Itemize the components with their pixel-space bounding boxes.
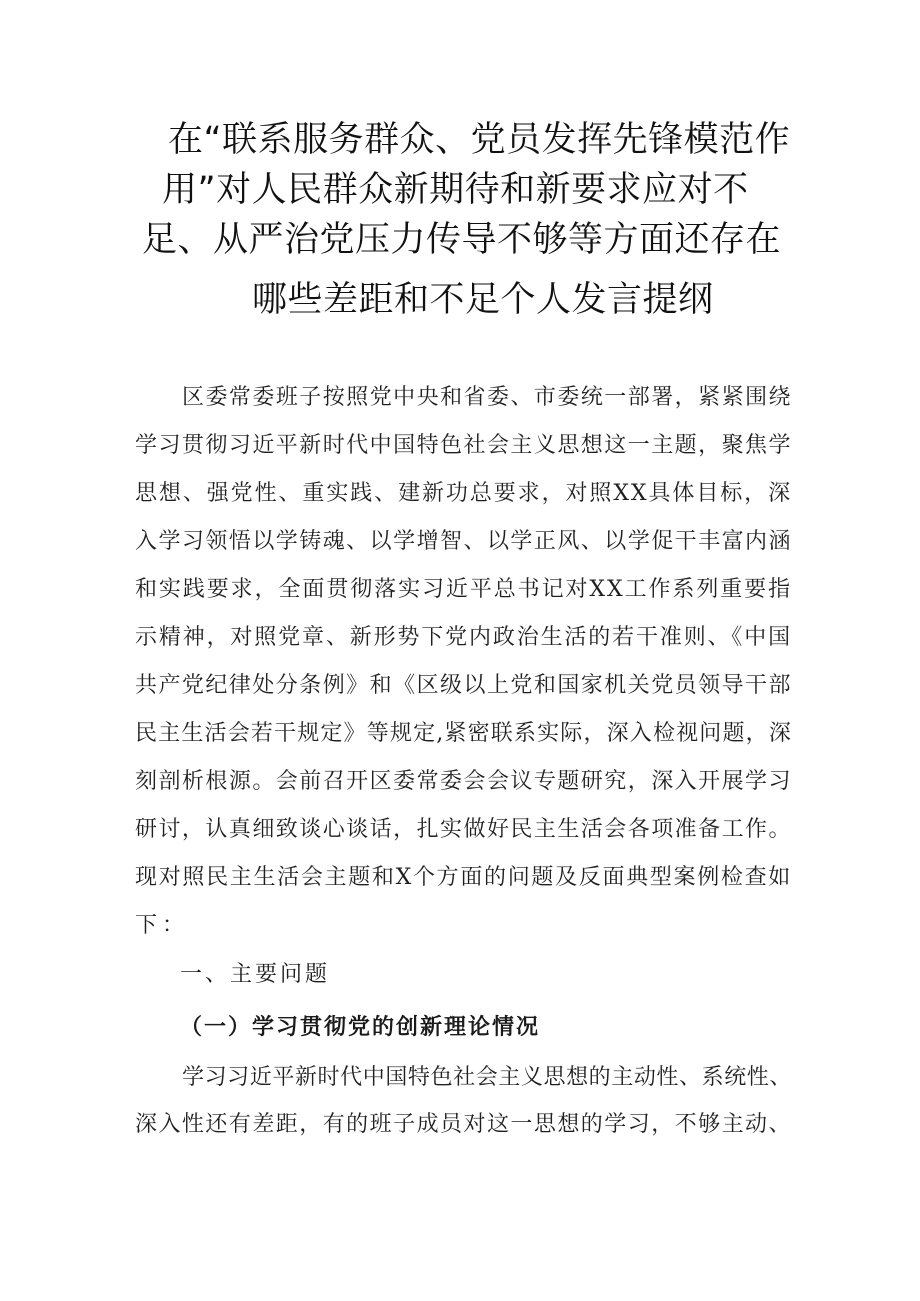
paragraph-line: 学习习近平新时代中国特色社会主义思想的主动性、系统性、 <box>182 1065 792 1090</box>
paragraph-line: 共产党纪律处分条例》和《区级以上党和国家机关党员领导干部 <box>135 673 792 698</box>
paragraph-line: 入学习领悟以学铸魂、以学增智、以学正风、以学促干丰富内涵 <box>135 529 792 554</box>
title-line-4: 哪些差距和不足个人发言提纲 <box>252 280 714 320</box>
paragraph-line: 示精神，对照党章、新形势下党内政治生活的若干准则、《中国 <box>135 625 792 650</box>
title-line-2: 用”对人民群众新期待和新要求应对不 <box>162 170 749 210</box>
paragraph-line: 区委常委班子按照党中央和省委、市委统一部署，紧紧围绕 <box>182 385 792 410</box>
paragraph-line: 学习贯彻习近平新时代中国特色社会主义思想这一主题，聚焦学 <box>135 433 792 458</box>
section-heading: 一、主要问题 <box>180 962 331 987</box>
title-line-1: 在“联系服务群众、党员发挥先锋模范作 <box>168 120 791 160</box>
paragraph-line: 现对照民主生活会主题和X个方面的问题及反面典型案例检查如 <box>135 865 792 890</box>
paragraph-line: 民主生活会若干规定》等规定,紧密联系实际，深入检视问题，深 <box>135 721 792 746</box>
paragraph-line: 下： <box>135 913 190 938</box>
paragraph-line: 刻剖析根源。会前召开区委常委会会议专题研究，深入开展学习 <box>135 769 792 794</box>
paragraph-line: 和实践要求，全面贯彻落实习近平总书记对XX工作系列重要指 <box>135 577 792 602</box>
title-line-3: 足、从严治党压力传导不够等方面还存在 <box>142 220 782 260</box>
paragraph-line: 思想、强党性、重实践、建新功总要求，对照XX具体目标，深 <box>135 481 792 506</box>
paragraph-line: 深入性还有差距，有的班子成员对这一思想的学习，不够主动、 <box>135 1112 792 1137</box>
paragraph-line: 研讨，认真细致谈心谈话，扎实做好民主生活会各项准备工作。 <box>135 817 792 842</box>
subsection-heading: （一）学习贯彻党的创新理论情况 <box>180 1014 541 1040</box>
